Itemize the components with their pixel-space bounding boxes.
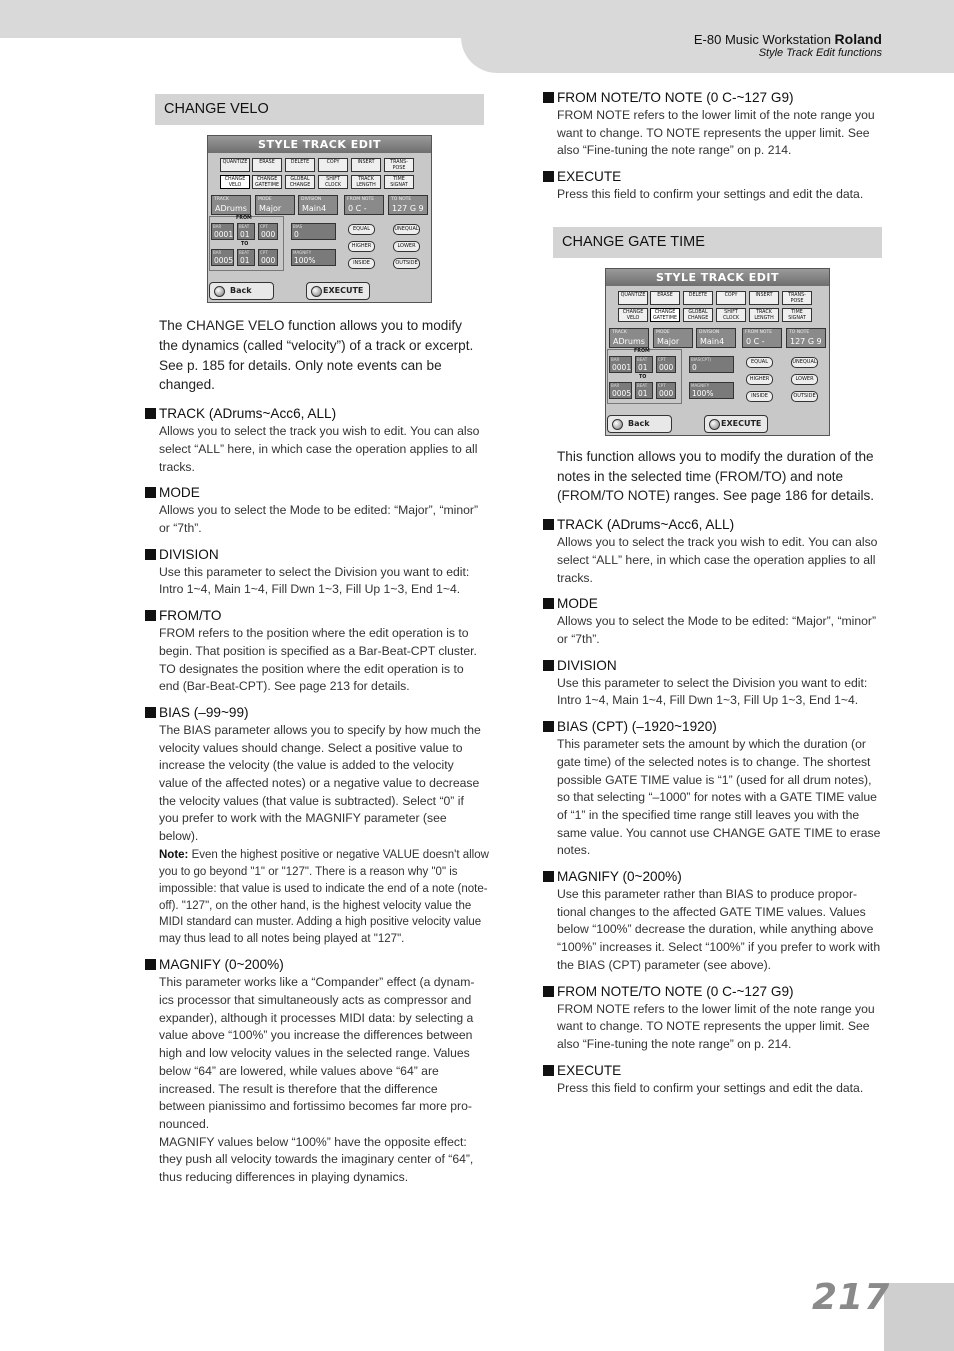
tab-time-signat: TIME SIGNAT [782,308,812,322]
param-bias-cpt: BIAS (CPT) (–1920~1920) This parameter sets the amount by which the duration (or gate time) of the selected notes is to change. The shortest possible GATE TIME value is “1” (used for all drum notes), so that selecting “–1000” for notes with a GATE TIME value of “1” in the specified time range still leaves you with the same value. You cannot use CHANGE GATE TIME to erase notes. [543,717,873,860]
tab-quantize: QUANTIZE [220,158,250,172]
header-title [694,31,882,47]
param-from-note-to-note-velo: FROM NOTE/TO NOTE (0 C-~127 G9) FROM NOTE refers to the lower limit of the note range you want to change. TO NOTE represents the upper limit. See also “Fine-tuning the note range” on p. 214. [543,88,873,160]
section-heading-change-velo: CHANGE VELO [155,94,484,125]
to-beat: BEAT 01 [635,382,653,399]
tab-time-signat: TIME SIGNAT [384,175,414,189]
tab-copy: COPY [318,158,348,172]
execute-button: EXECUTE [306,282,370,300]
screen-title: STYLE TRACK EDIT [606,269,829,286]
from-cpt: CPT 000 [656,356,676,373]
tab-change-velo: CHANGE VELO [618,308,648,322]
from-bar: BAR 0001 [213,224,234,239]
track-field: TRACK ADrums [609,328,649,348]
to-beat: BEAT 01 [237,249,255,266]
from-label: FROM [236,216,252,221]
tab-copy: COPY [716,291,746,305]
equal-button: EQUAL [348,224,375,235]
tab-change-gatetime: CHANGE GATETIME [252,175,282,189]
gate-intro-paragraph: This function allows you to modify the duration of the notes in the selected time (FROM/TO) and note (FROM/TO NOTE) ranges. See page 186 for details. [557,448,875,504]
tab-insert: INSERT [749,291,779,305]
right-column [543,88,881,1104]
brand-logo: Roland [834,31,882,47]
param-track: TRACK (ADrums~Acc6, ALL) Allows you to select the track you wish to edit. You can also select “ALL” here, in which case the operation applies to all tracks. [145,404,475,476]
to-label: TO [639,374,647,380]
param-magnify: MAGNIFY (0~200%) This parameter works like a “Compander” effect (a dynam-ics processor that simultaneously acts as compressor and expander), although it processes MIDI data: by selecting a value above “100%” you increase the differences between high and low velocity values in the selected range. Values below “64” are lowered, while values above “64” are increased. The result is therefore that the difference between pianissimo and fortissimo becomes far more pro-nounced. MAGNIFY values below “100%” have the opposite effect: they push all velocity towards the imaginary center of “64”, thus reducing differences in playing dynamics. [145,955,475,1186]
param-from-to: FROM/TO FROM refers to the position where the edit operation is to begin. That position is specified as a Bar-Beat-CPT cluster. TO designates the position where the edit operation is to end (Bar-Beat-CPT). See page 213 for details. [145,606,475,696]
execute-button: EXECUTE [704,415,768,433]
left-column [145,94,489,1194]
tab-quantize: QUANTIZE [618,291,648,305]
from-bar: BAR 0001 [611,356,632,372]
tab-global-change: GLOBAL CHANGE [683,308,713,322]
screen-title: STYLE TRACK EDIT [208,136,431,153]
inside-button: INSIDE [746,391,773,402]
higher-button: HIGHER [348,241,375,252]
tab-shift-clock: SHIFT CLOCK [318,175,348,189]
param-mode-gate: MODE Allows you to select the Mode to be edited: “Major”, “minor” or “7th”. [543,594,873,648]
param-division: DIVISION Use this parameter to select the Division you want to edit: Intro 1~4, Main 1~4, Fill Dwn 1~3, Fill Up 1~3, End 1~4. [145,545,475,599]
back-button: Back [209,282,274,300]
style-track-edit-screenshot-velo [207,135,432,303]
intro-paragraph: The CHANGE VELO function allows you to modify the dynamics (called “velocity”) of a track or excerpt. See p. 185 for details. Only note events can be changed. [159,318,474,393]
param-mode: MODE Allows you to select the Mode to be edited: “Major”, “minor” or “7th”. [145,483,475,537]
tab-transpose: TRANS- POSE [384,158,414,172]
from-beat: BEAT 01 [237,223,255,240]
from-note-field: FROM NOTE 0 C - [344,195,384,215]
from-note-field: FROM NOTE 0 C - [742,328,782,348]
execute-icon [311,286,322,297]
page-corner-tab [884,1283,954,1351]
bias-field: BIAS 0 [291,223,336,240]
back-arrow-icon [214,286,225,297]
note-block: Note: Even the highest positive or negative VALUE doesn't allow you to go beyond "1" or "127". There is a reason why "0" is impossible: that value is used to indicate the end of a note (note-off). "127", on the other hand, is the highest velocity value the MIDI standard can muster. Adding a high positive velocity value may thus lead to all notes being played at "127". [159,848,489,946]
tab-change-gatetime: CHANGE GATETIME [650,308,680,322]
magnify-field: MAGNIFY 100% [689,382,734,399]
higher-button: HIGHER [746,374,773,385]
to-bar: BAR 0005 [611,382,632,398]
param-from-note-to-note-gate: FROM NOTE/TO NOTE (0 C-~127 G9) FROM NOTE refers to the lower limit of the note range you want to change. TO NOTE represents the upper limit. See also “Fine-tuning the note range” on p. 214. [543,982,873,1054]
lower-button: LOWER [791,374,818,385]
to-bar: BAR 0005 [213,250,234,265]
from-beat: BEAT 01 [635,356,653,373]
division-field: DIVISION Main4 [696,328,736,348]
outside-button: OUTSIDE [791,391,818,402]
unequal-button: UNEQUAL [791,357,818,368]
to-note-field: TO NOTE 127 G 9 [786,328,826,348]
to-cpt: CPT 000 [656,382,676,399]
equal-button: EQUAL [746,357,773,368]
param-execute-velo: EXECUTE Press this field to confirm your settings and edit the data. [543,167,873,204]
tab-delete: DELETE [683,291,713,305]
page-number: 217 [812,1277,891,1318]
param-magnify-gate: MAGNIFY (0~200%) Use this parameter rather than BIAS to produce propor-tional changes to the affected GATE TIME values. Values below “100%” decrease the duration, while anything above “100%” increases it. Select “100%” if you prefer to work with the BIAS (CPT) parameter (see above). [543,867,873,975]
tab-change-velo: CHANGE VELO [220,175,250,189]
to-cpt: CPT 000 [258,249,278,266]
mode-field: MODE Major [255,195,295,215]
execute-icon [709,419,720,430]
back-arrow-icon [612,419,623,430]
section-heading-change-gate-time: CHANGE GATE TIME [553,227,882,258]
tab-transpose: TRANS- POSE [782,291,812,305]
unequal-button: UNEQUAL [393,224,420,235]
tab-erase: ERASE [650,291,680,305]
header-subtitle: Style Track Edit functions [758,47,882,59]
param-execute-gate: EXECUTE Press this field to confirm your settings and edit the data. [543,1061,873,1098]
param-division-gate: DIVISION Use this parameter to select the Division you want to edit: Intro 1~4, Main 1~4, Fill Dwn 1~3, Fill Up 1~3, End 1~4. [543,656,873,710]
lower-button: LOWER [393,241,420,252]
tab-delete: DELETE [285,158,315,172]
from-cpt: CPT 000 [258,223,278,240]
mode-field: MODE Major [653,328,693,348]
tab-track-length: TRACK LENGTH [351,175,381,189]
magnify-field: MAGNIFY 100% [291,249,336,266]
tab-erase: ERASE [252,158,282,172]
inside-button: INSIDE [348,258,375,269]
product-name: E-80 Music Workstation [693,32,831,47]
param-track-gate: TRACK (ADrums~Acc6, ALL) Allows you to select the track you wish to edit. You can also select “ALL” here, in which case the operation applies to all tracks. [543,515,873,587]
to-note-field: TO NOTE 127 G 9 [388,195,428,215]
to-label: TO [241,242,249,247]
style-track-edit-screenshot-gate [605,268,830,436]
tab-global-change: GLOBAL CHANGE [285,175,315,189]
bias-cpt-field: BIAS(CPT) 0 [689,356,734,373]
tab-shift-clock: SHIFT CLOCK [716,308,746,322]
track-field: TRACK ADrums [211,195,251,215]
outside-button: OUTSIDE [393,258,420,269]
tab-insert: INSERT [351,158,381,172]
from-label: FROM [634,348,650,354]
tab-track-length: TRACK LENGTH [749,308,779,322]
back-button: Back [607,415,672,433]
param-bias: BIAS (–99~99) The BIAS parameter allows you to specify by how much the velocity values should change. Select a positive value to increase the velocity (the value is added to the velocity value of the affected notes) or a negative value to decrease the velocity values (that value is subtracted). Select “0” if you prefer to work with the MAGNIFY parameter (see below). Note: Even the highest positive or negative VALUE doesn't allow you to go beyond "1" or "127". There is a reason why "0" is impossible: that value is used to indicate the end of a note (note-off). "127", on the other hand, is the highest velocity value the MIDI standard can muster. Adding a high positive velocity value may thus lead to all notes being played at "127". [145,703,475,948]
division-field: DIVISION Main4 [298,195,338,215]
